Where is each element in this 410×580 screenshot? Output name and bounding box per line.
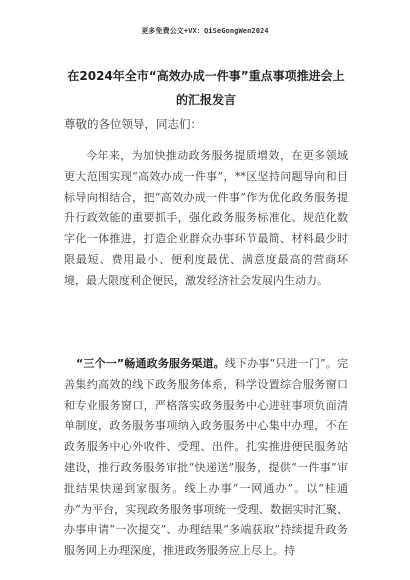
document-title: 在2024年全市“高效办成一件事”重点事项推进会上的汇报发言 xyxy=(67,69,345,107)
paragraph-2-body: 线下办事“只进一门”。完善集约高效的线下政务服务体系，科学设置综合服务窗口和专业服务窗口，严格落实政务服务中心进驻事项负面清单制度，政务服务事项纳入政务服务中心集中办理，不在政务服务中心外收件、受理、出件。扎实推进便民服务站建设，推行政务服务审批“快递送”服务，提供“一件事”审批结果快递到家服务。线上办事“一网通办”。以“桂通办”为平台，实现政务服务事项统一受理、数据实时汇聚、办事申请“一次提交”、办理结果“多端获取”持续提升政务服务网上办理深度，推进政务服务应上尽上。持 xyxy=(64,357,348,558)
header-note: 更多免费公文+VX：QiSeGongWen2024 xyxy=(141,27,269,35)
greeting: 尊敬的各位领导，同志们： xyxy=(64,117,202,131)
paragraph-1: 今年来，为加快推动政务服务提质增效，在更多领域更大范围实现“高效办成一件事”，**区坚持问题导向和目标导向相结合，把“高效办成一件事”作为优化政务服务提升行政效能的重要抓手，强化政务服务标准化、规范化数字化一体推进，打造企业群众办事环节最简、材料最少时限最短、费用最小、便利度最优、满意度最高的营商环境，最大限度利企便民，激发经济社会发展内生动力。 xyxy=(64,149,348,287)
paragraph-2 xyxy=(64,354,348,562)
paragraph-2-lead: “三个一”畅通政务服务渠道。 xyxy=(76,357,225,370)
